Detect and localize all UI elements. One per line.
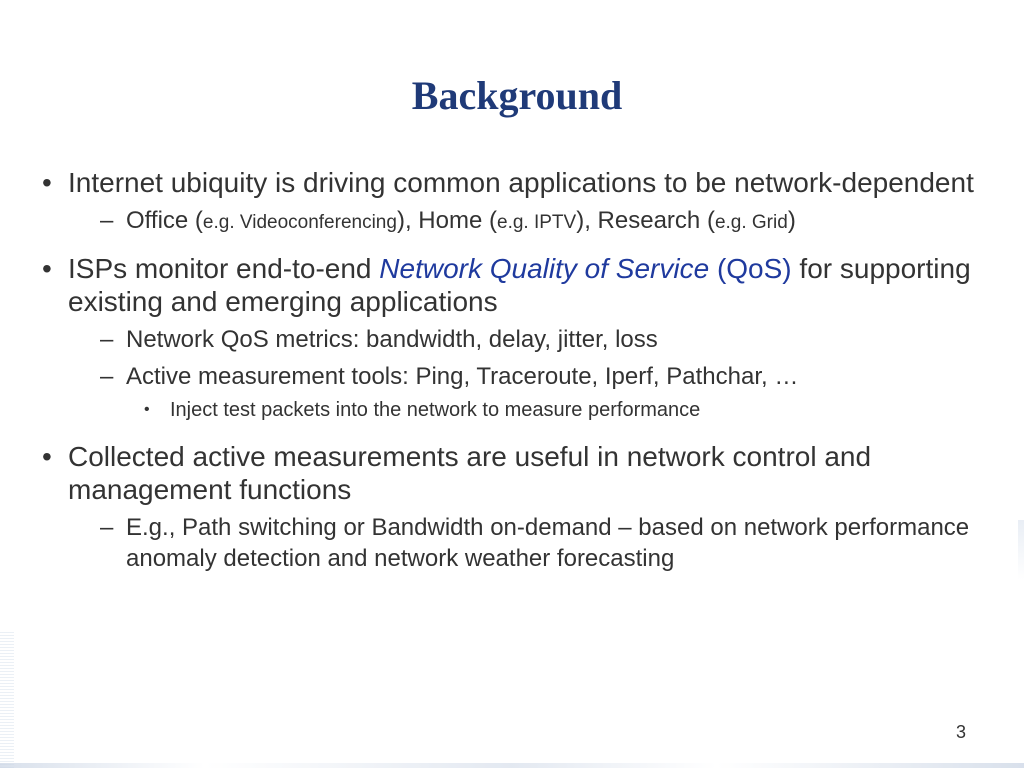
office-example: e.g. Videoconferencing — [202, 212, 397, 233]
page-number: 3 — [955, 722, 966, 742]
sub-bullet-text: E.g., Path switching or Bandwidth on-demand – based on network performance anomaly detection and network weather forecasting — [126, 514, 970, 572]
bullet-item — [42, 440, 992, 506]
highlighted-term: Network Quality of Service — [379, 253, 710, 284]
bullet-text: Internet ubiquity is driving common applications to be network-dependent — [68, 167, 974, 198]
research-example: e.g. Grid — [714, 212, 788, 233]
sub-bullet-text: Active measurement tools: Ping, Traceroute, Iperf, Pathchar, … — [126, 363, 799, 390]
sub-bullet-item — [42, 324, 992, 355]
bullet-dot-icon: • — [42, 441, 52, 472]
sub-bullet-item — [42, 512, 992, 574]
sub-sub-bullet-text: Inject test packets into the network to measure performance — [170, 399, 701, 421]
decorative-stripe-left — [0, 630, 14, 768]
bullet-text: Collected active measurements are useful in network control and management functions — [68, 441, 872, 505]
bullet-dot-icon: • — [144, 401, 150, 418]
bullet-item — [42, 252, 992, 318]
bullet-dot-icon: • — [42, 253, 52, 284]
dash-bullet-icon: – — [100, 207, 114, 234]
separator: , — [584, 207, 598, 234]
sub-bullet-item — [42, 361, 992, 392]
decorative-stripe-right — [1018, 520, 1024, 580]
dash-bullet-icon: – — [100, 326, 114, 353]
paren-open: ( — [489, 207, 497, 234]
home-label: Home — [418, 207, 483, 234]
decorative-stripe-bottom — [0, 763, 1024, 768]
dash-bullet-icon: – — [100, 514, 114, 541]
bullet-item — [42, 166, 992, 199]
paren-open: ( — [706, 207, 715, 234]
bullet-text-prefix: ISPs monitor end-to-end — [68, 253, 372, 284]
sub-sub-bullet-item — [42, 396, 992, 424]
paren-close: ) — [396, 207, 405, 234]
separator: , — [404, 207, 419, 234]
sub-bullet-item — [42, 205, 992, 238]
sub-bullet-text: Network QoS metrics: bandwidth, delay, jitter, loss — [126, 326, 658, 353]
slide-content — [42, 158, 992, 574]
research-label: Research — [597, 207, 701, 234]
dash-bullet-icon: – — [100, 363, 114, 390]
slide-title: Background — [411, 73, 623, 118]
bullet-text-suffix: for supporting existing and emerging applications — [68, 253, 971, 317]
highlighted-abbreviation: (QoS) — [716, 253, 792, 284]
home-example: e.g. IPTV — [497, 212, 577, 233]
bullet-dot-icon: • — [42, 167, 52, 198]
paren-open: ( — [194, 207, 203, 234]
office-label: Office — [126, 207, 189, 234]
paren-close: ) — [787, 207, 796, 234]
paren-close: ) — [576, 207, 585, 234]
